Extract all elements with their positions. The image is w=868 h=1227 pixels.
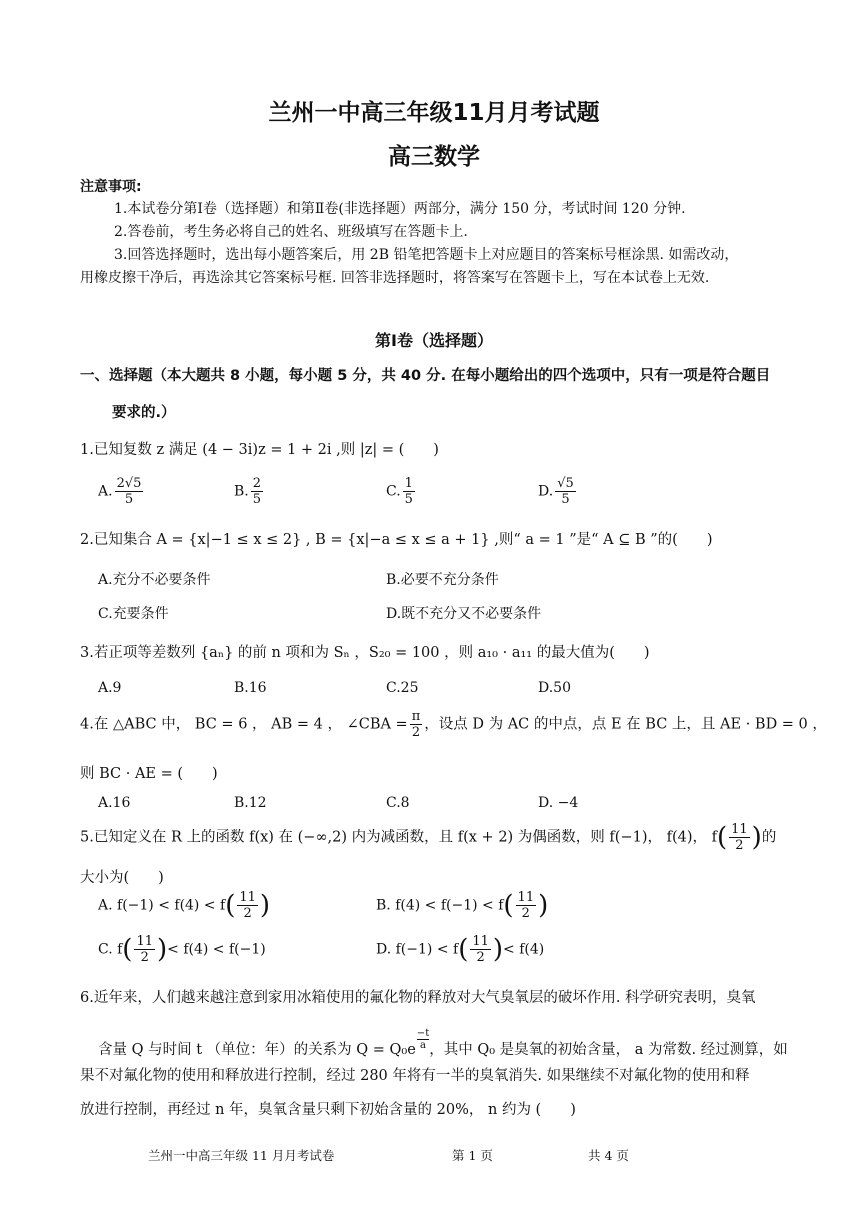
q5-option-d-text-a: D. f(−1) < f — [376, 941, 459, 958]
q5-option-d-paren-open: ( — [458, 934, 469, 965]
q1-option-d — [538, 476, 578, 507]
q5-stem-paren-open: ( — [716, 822, 728, 853]
q1-option-c-num: 1 — [404, 476, 413, 491]
q2-option-d: D.既不充分又不必要条件 — [386, 606, 542, 622]
q4-option-a: A.16 — [98, 795, 131, 811]
q4-option-d: D. −4 — [538, 795, 579, 811]
q5-option-b-paren-open: ( — [503, 890, 514, 921]
q1-option-a-label: A. — [98, 483, 113, 500]
q5-option-c-text-b: < f(4) < f(−1) — [167, 941, 266, 958]
q1-option-a — [98, 476, 145, 507]
q4-option-b: B.12 — [234, 795, 267, 811]
q1-option-c — [386, 476, 417, 507]
q6-exponent-bot: a — [420, 1040, 426, 1051]
q2-option-c: C.充要条件 — [98, 606, 169, 622]
q5-option-a-paren-close: ) — [259, 890, 271, 921]
q5-option-c-num: 11 — [136, 934, 153, 949]
q3-option-d: D.50 — [538, 680, 571, 696]
q6-line4: 放进行控制，再经过 n 年，臭氧含量只剩下初始含量的 20%， n 约为 ( ) — [80, 1102, 576, 1118]
q5-option-b-den: 2 — [521, 906, 530, 921]
q1-option-b — [234, 476, 265, 507]
footer-total: 共 4 页 — [588, 1148, 629, 1163]
q5-option-d — [376, 934, 544, 965]
q5-option-c-text-a: C. f — [98, 941, 123, 958]
q4-angle-num: π — [411, 709, 421, 724]
q4-angle-frac — [410, 709, 423, 740]
q4-stem — [80, 709, 827, 740]
q1-option-c-label: C. — [386, 483, 401, 500]
q5-stem-num: 11 — [731, 822, 748, 837]
q5-stem-part-b: 的 — [761, 829, 777, 846]
q5-stem-paren-close: ) — [751, 822, 762, 853]
q5-option-c-paren-close: ) — [157, 934, 168, 965]
q4-stem-line2: 则 BC · AE = ( ) — [80, 766, 218, 782]
q5-option-d-paren-close: ) — [492, 934, 504, 965]
q6-line3: 果不对氟化物的使用和释放进行控制，经过 280 年将有一半的臭氧消失. 如果继续不对氟化物的使用和释 — [80, 1068, 750, 1084]
q5-stem — [80, 822, 776, 853]
q6-exponent — [417, 1028, 429, 1051]
q4-stem-part-b: ，设点 D 为 AC 的中点，点 E 在 BC 上，且 AE · BD = 0 ， — [424, 716, 827, 733]
q3-option-a: A.9 — [98, 680, 122, 696]
notice-item-3-cont: 用橡皮擦干净后，再选涂其它答案标号框. 回答非选择题时，将答案写在答题卡上，写在本试卷上无效. — [80, 270, 710, 286]
q5-option-a — [98, 890, 270, 921]
q5-stem-part-a: 5.已知定义在 R 上的函数 f(x) 在 (−∞,2) 内为减函数，且 f(x + 2) 为偶函数，则 f(−1)， f(4)， f — [80, 829, 717, 846]
q6-line2-part-b: ，其中 Q₀ 是臭氧的初始含量， a 为常数. 经过测算，如 — [429, 1042, 788, 1058]
q5-option-b-paren-close: ) — [538, 890, 549, 921]
part-instructions: 一、选择题（本大题共 8 小题，每小题 5 分，共 40 分. 在每小题给出的四个选项中，只有一项是符合题目 — [80, 368, 771, 384]
q5-option-d-den: 2 — [476, 950, 485, 965]
q5-option-c — [98, 934, 266, 965]
q2-stem: 2.已知集合 A = {x|−1 ≤ x ≤ 2} , B = {x|−a ≤ x ≤ a + 1} ,则“ a = 1 ”是“ A ⊆ B ”的( ) — [80, 532, 713, 548]
q5-option-a-num: 11 — [239, 890, 256, 905]
q4-stem-part-a: 4.在 △ABC 中， BC = 6 ， AB = 4 ， ∠CBA = — [80, 716, 408, 733]
q1-option-c-frac — [403, 476, 415, 507]
q5-stem-den: 2 — [735, 838, 744, 853]
q1-option-a-frac — [115, 476, 144, 507]
q5-option-c-frac — [134, 934, 155, 965]
q1-option-d-frac — [555, 476, 576, 507]
q5-option-d-num: 11 — [472, 934, 489, 949]
notice-item-3: 3.回答选择题时，选出每小题答案后，用 2B 铅笔把答题卡上对应题目的答案标号框涂黑. 如需改动， — [114, 247, 739, 263]
q1-stem: 1.已知复数 z 满足 (4 − 3i)z = 1 + 2i ,则 |z| = ( ) — [80, 442, 439, 458]
q2-option-b: B.必要不充分条件 — [386, 572, 499, 588]
exam-title: 兰州一中高三年级11月月考试题 — [268, 100, 600, 126]
q3-option-c: C.25 — [386, 680, 419, 696]
notice-label: 注意事项: — [80, 179, 142, 195]
q6-line1: 6.近年来，人们越来越注意到家用冰箱使用的氟化物的释放对大气臭氧层的破坏作用. 科学研究表明，臭氧 — [80, 990, 756, 1006]
notice-item-1: 1.本试卷分第Ⅰ卷（选择题）和第Ⅱ卷(非选择题）两部分，满分 150 分，考试时间 120 分钟. — [114, 201, 686, 217]
q5-option-b-num: 11 — [517, 890, 535, 905]
q6-line2-part-a: 含量 Q 与时间 t （单位：年）的关系为 Q = Q₀e — [98, 1042, 416, 1058]
exam-subject: 高三数学 — [388, 144, 480, 170]
q5-option-b-text: B. f(4) < f(−1) < f — [376, 897, 504, 914]
q5-stem-line2: 大小为( ) — [80, 870, 164, 886]
notice-item-2: 2.答卷前，考生务必将自己的姓名、班级填写在答题卡上. — [114, 224, 468, 240]
q1-option-c-den: 5 — [404, 492, 413, 507]
q4-option-c: C.8 — [386, 795, 410, 811]
q1-option-d-den: 5 — [561, 492, 570, 507]
footer-left: 兰州一中高三年级 11 月月考试卷 — [148, 1148, 335, 1163]
q5-option-a-text: A. f(−1) < f(4) < f — [98, 897, 226, 914]
q5-option-a-paren-open: ( — [225, 890, 236, 921]
q5-option-d-frac — [470, 934, 491, 965]
q5-option-d-text-b: < f(4) — [503, 941, 545, 958]
q1-option-b-label: B. — [234, 483, 249, 500]
q1-option-d-num: √5 — [557, 476, 574, 491]
q5-option-b — [376, 890, 548, 921]
q1-option-d-label: D. — [538, 483, 554, 500]
q3-stem: 3.若正项等差数列 {aₙ} 的前 n 项和为 Sₙ ，S₂₀ = 100 ，则 a₁₀ · a₁₁ 的最大值为( ) — [80, 645, 650, 661]
q6-exponent-top: −t — [416, 1028, 430, 1039]
q5-option-b-frac — [516, 890, 537, 921]
q1-option-a-den: 5 — [124, 492, 134, 507]
section-title: 第Ⅰ卷（选择题） — [375, 331, 493, 350]
part-instructions-cont: 要求的.） — [112, 405, 176, 421]
q6-line2 — [98, 1028, 788, 1059]
q1-option-b-num: 2 — [252, 476, 262, 491]
q6-exponent-top-var: t — [425, 1028, 430, 1039]
q5-option-a-den: 2 — [243, 906, 252, 921]
q5-stem-frac — [729, 822, 750, 853]
q4-angle-den: 2 — [411, 725, 421, 740]
q1-option-a-num: 2√5 — [116, 476, 142, 491]
q2-option-a: A.充分不必要条件 — [98, 572, 211, 588]
q1-option-b-frac — [251, 476, 263, 507]
q5-option-c-paren-open: ( — [122, 934, 133, 965]
footer-page: 第 1 页 — [452, 1148, 493, 1163]
q1-option-b-den: 5 — [252, 492, 262, 507]
q5-option-c-den: 2 — [140, 950, 149, 965]
q3-option-b: B.16 — [234, 680, 267, 696]
q5-option-a-frac — [237, 890, 258, 921]
